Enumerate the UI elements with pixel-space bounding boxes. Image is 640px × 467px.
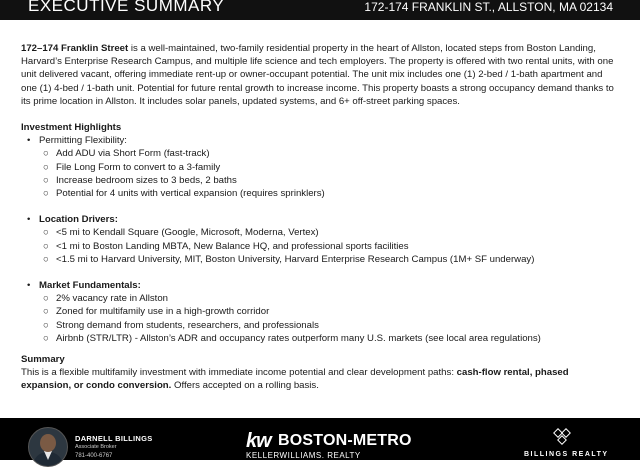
- list-item: ○ Airbnb (STR/LTR) - Allston’s ADR and occupancy rates outperform many U.S. markets (see local area regulations): [43, 332, 541, 344]
- permitting-label: • Permitting Flexibility:: [27, 135, 127, 147]
- circle-bullet-icon: ○: [43, 174, 49, 186]
- avatar-head-shape: [40, 434, 56, 452]
- agent-name: DARNELL BILLINGS: [75, 434, 153, 443]
- market-label: • Market Fundamentals:: [27, 280, 141, 292]
- circle-bullet-icon: ○: [43, 332, 49, 344]
- investment-highlights-title: Investment Highlights: [21, 122, 122, 134]
- page-header: [0, 0, 640, 20]
- list-item: ○ Add ADU via Short Form (fast-track): [43, 148, 210, 160]
- summary-bold: cash-flow rental, phased expansion, or condo conversion.: [21, 367, 569, 392]
- circle-bullet-icon: ○: [43, 188, 49, 200]
- property-address: 172-174 FRANKLIN ST., ALLSTON, MA 02134: [364, 0, 613, 14]
- agent-avatar: [28, 427, 68, 467]
- bullet-icon: •: [27, 280, 31, 292]
- billings-realty-name: BILLINGS REALTY: [524, 451, 609, 458]
- agent-role: Associate Broker: [75, 444, 117, 450]
- list-item: ○ <1.5 mi to Harvard University, MIT, Boston University, Harvard Enterprise Research Campus (1M+ SF underway): [43, 253, 535, 265]
- circle-bullet-icon: ○: [43, 319, 49, 331]
- list-item: ○ Potential for 4 units with vertical expansion (requires sprinklers): [43, 188, 325, 200]
- billings-realty-logo-icon: [552, 427, 572, 447]
- list-item: ○ Strong demand from students, researchers, and professionals: [43, 319, 319, 331]
- circle-bullet-icon: ○: [43, 148, 49, 160]
- circle-bullet-icon: ○: [43, 306, 49, 318]
- bullet-icon: •: [27, 135, 31, 147]
- agent-phone: 781-400-6767: [75, 453, 113, 459]
- summary-paragraph: This is a flexible multifamily investment with immediate income potential and clear development paths: cash-flow rental, phased expansion, or condo conversion. Offers accepted on a rolling basis.: [21, 367, 569, 392]
- list-item: ○ 2% vacancy rate in Allston: [43, 293, 168, 305]
- list-item: ○ Zoned for multifamily use in a high-growth corridor: [43, 306, 270, 318]
- page-title: EXECUTIVE SUMMARY: [28, 0, 225, 15]
- market-group: [21, 279, 621, 345]
- circle-bullet-icon: ○: [43, 240, 49, 252]
- permitting-group: [21, 134, 621, 200]
- brand-city: BOSTON-METRO: [278, 432, 412, 449]
- list-item: ○ Increase bedroom sizes to 3 beds, 2 baths: [43, 174, 237, 186]
- intro-paragraph: [21, 42, 621, 108]
- footer-bar: [0, 418, 640, 460]
- location-label: • Location Drivers:: [27, 214, 118, 226]
- kw-logo: kw: [246, 430, 271, 452]
- circle-bullet-icon: ○: [43, 161, 49, 173]
- list-item: ○ File Long Form to convert to a 3-family: [43, 161, 221, 173]
- circle-bullet-icon: ○: [43, 293, 49, 305]
- list-item: ○ <1 mi to Boston Landing MBTA, New Balance HQ, and professional sports facilities: [43, 240, 409, 252]
- list-item: ○ <5 mi to Kendall Square (Google, Microsoft, Moderna, Vertex): [43, 227, 319, 239]
- location-group: [21, 213, 621, 266]
- summary-content: [21, 42, 621, 393]
- bullet-icon: •: [27, 214, 31, 226]
- intro-text: is a well-maintained, two-family residential property in the heart of Allston, located steps from Boston Landing, Harvard’s Enterprise Research Campus, and multiple life science and tech employers. The property is offered with two rental units, with one unit delivered vacant, offering immediate rent-up or owner-occupant potential. The unit mix includes one (1) 2-bed / 1-bath apartment and one (1) 4-bed / 1-bath unit. Potential for future rental growth to increase income. This property boasts a strong occupancy demand thanks to its prime location in Allston. It includes solar panels, updated systems, and 6+ off-street parking spaces.: [21, 43, 614, 107]
- summary-title: Summary: [21, 354, 65, 366]
- keller-williams-wordmark: KELLERWILLIAMS. REALTY: [246, 451, 361, 460]
- circle-bullet-icon: ○: [43, 227, 49, 239]
- intro-bold-lead: 172–174 Franklin Street: [21, 43, 129, 54]
- circle-bullet-icon: ○: [43, 253, 49, 265]
